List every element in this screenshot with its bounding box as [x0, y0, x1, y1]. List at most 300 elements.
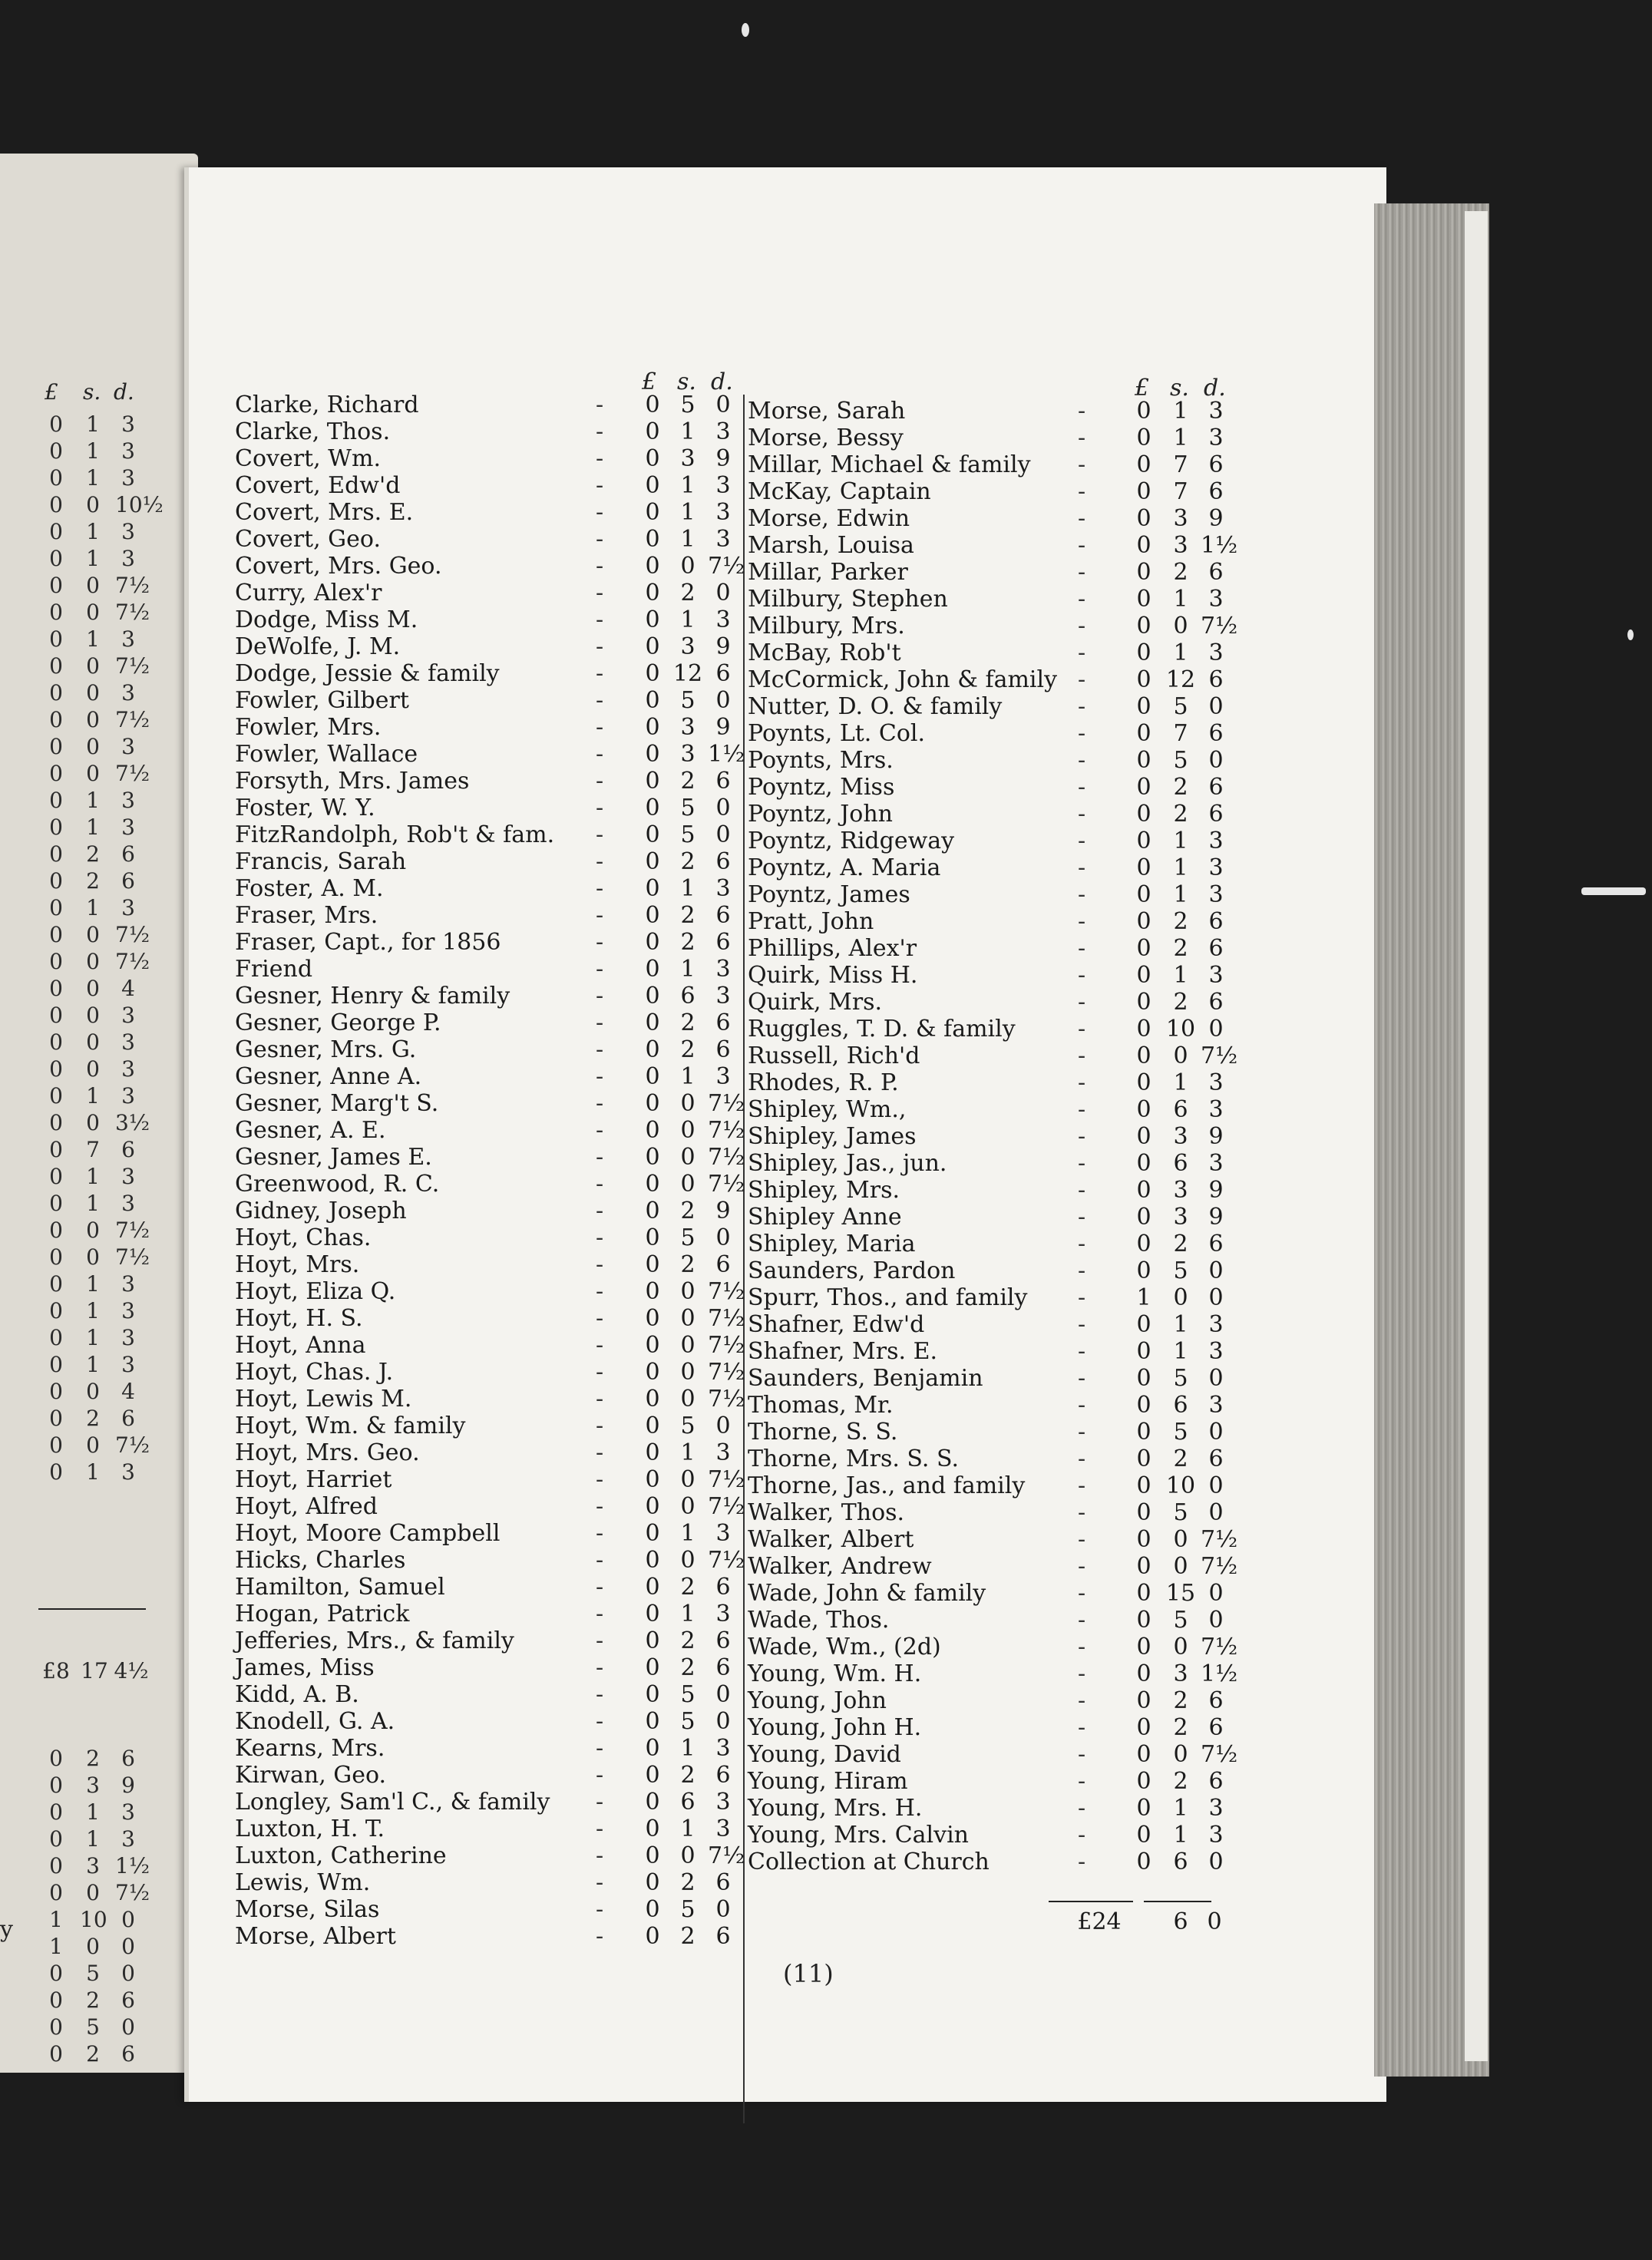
left-amount-cell: 3 — [121, 1352, 135, 1377]
pound-amount: 0 — [645, 1063, 660, 1090]
shilling-amount: 2 — [1173, 1714, 1188, 1741]
pence-amount: 0 — [715, 1708, 731, 1735]
left-amount-cell: 0 — [49, 1880, 63, 1905]
pound-amount: 0 — [645, 1305, 660, 1332]
left-amount-cell: 0 — [49, 438, 63, 464]
pound-amount: 0 — [1136, 935, 1151, 962]
left-amount-cell: 1 — [86, 1298, 100, 1323]
subscriber-name: Rhodes, R. P. — [748, 1069, 899, 1096]
table-row — [748, 1419, 1239, 1446]
pound-amount: 0 — [1136, 693, 1151, 720]
table-row — [748, 1123, 1239, 1150]
left-amount-cell: 0 — [86, 1934, 100, 1959]
leader-dots: - — [1078, 1311, 1086, 1338]
subscriber-name: Clarke, Thos. — [235, 418, 391, 445]
table-row — [235, 848, 746, 875]
leader-dots: - — [596, 1171, 604, 1198]
left-amount-cell: 1 — [86, 465, 100, 491]
pence-amount: 6 — [715, 1654, 731, 1681]
shilling-amount: 0 — [1173, 613, 1188, 639]
pence-amount: 3 — [1208, 1311, 1224, 1338]
table-row — [748, 720, 1239, 747]
subscriber-name: Hoyt, Harriet — [235, 1466, 392, 1493]
left-amount-cell: 3 — [86, 1853, 100, 1878]
pound-amount: 0 — [645, 1735, 660, 1762]
pence-amount: 1½ — [1201, 532, 1238, 559]
subscriber-name: Poyntz, A. Maria — [748, 854, 941, 881]
left-amount-cell: 0 — [86, 1244, 100, 1270]
left-amount-cell: 7½ — [115, 1880, 150, 1905]
subscriber-name: Covert, Mrs. E. — [235, 499, 414, 526]
left-amount-cell: 6 — [121, 868, 135, 894]
subscriber-name: Shipley, James — [748, 1123, 917, 1150]
leader-dots: - — [1078, 1553, 1086, 1580]
left-amount-cell: 0 — [86, 949, 100, 974]
pence-amount: 6 — [715, 848, 731, 875]
subscriber-name: Gesner, Marg't S. — [235, 1090, 439, 1117]
subscriber-name: Young, David — [748, 1741, 901, 1768]
pence-amount: 3 — [715, 1063, 731, 1090]
leader-dots: - — [596, 1816, 604, 1842]
subscriber-name: Covert, Mrs. Geo. — [235, 553, 442, 580]
table-row — [235, 526, 746, 553]
shilling-amount: 0 — [1173, 1634, 1188, 1660]
pound-amount: 0 — [645, 1466, 660, 1493]
pence-amount: 9 — [1208, 1177, 1224, 1204]
left-amount-cell: 2 — [86, 1987, 100, 2013]
pence-amount: 0 — [715, 1224, 731, 1251]
shilling-amount: 2 — [680, 580, 695, 606]
pence-amount: 7½ — [1201, 613, 1238, 639]
table-row — [235, 902, 746, 929]
leader-dots: - — [1078, 693, 1086, 720]
leader-dots: - — [596, 741, 604, 768]
leader-dots: - — [596, 768, 604, 795]
left-amount-cell: 4 — [121, 976, 135, 1001]
pound-amount: 0 — [645, 1762, 660, 1789]
pence-amount: 0 — [715, 580, 731, 606]
ledger-table — [189, 167, 1386, 2102]
table-row — [235, 1816, 746, 1842]
left-amount-cell: 1 — [86, 1325, 100, 1350]
left-amount-cell: 7½ — [115, 600, 150, 625]
subscriber-name: Walker, Albert — [748, 1526, 914, 1553]
pence-amount: 0 — [1208, 1849, 1224, 1875]
left-amount-cell: 0 — [121, 1934, 135, 1959]
left-amount-cell: 3 — [86, 1773, 100, 1798]
leader-dots: - — [596, 1601, 604, 1627]
pound-amount: 0 — [1136, 962, 1151, 989]
shilling-amount: 1 — [1173, 1795, 1188, 1822]
table-row — [748, 532, 1239, 559]
subscriber-name: Longley, Sam'l C., & family — [235, 1789, 550, 1816]
pound-amount: 0 — [1136, 1472, 1151, 1499]
pound-amount: 0 — [1136, 1499, 1151, 1526]
leader-dots: - — [596, 1386, 604, 1412]
subscriber-name: Luxton, Catherine — [235, 1842, 447, 1869]
leader-dots: - — [1078, 989, 1086, 1016]
leader-dots: - — [1078, 747, 1086, 774]
left-amount-cell: 1 — [86, 626, 100, 652]
subscriber-name: Saunders, Benjamin — [748, 1365, 983, 1392]
col2-header-shilling: s. — [1170, 375, 1189, 401]
shilling-amount: 1 — [680, 956, 695, 983]
shilling-amount: 3 — [680, 633, 695, 660]
left-amount-cell: 3 — [121, 1271, 135, 1297]
left-amount-cell: 3 — [121, 411, 135, 437]
col1-header-shilling: s. — [677, 368, 696, 395]
shilling-amount: 5 — [680, 1224, 695, 1251]
left-amount-cell: 3 — [121, 1083, 135, 1109]
left-amount-cell: 0 — [49, 1773, 63, 1798]
leader-dots: - — [596, 1251, 604, 1278]
pence-amount: 3 — [715, 983, 731, 1009]
pound-amount: 0 — [1136, 1392, 1151, 1419]
pence-amount: 6 — [1208, 774, 1224, 801]
pound-amount: 0 — [645, 392, 660, 418]
table-row — [748, 1634, 1239, 1660]
subscriber-name: Hicks, Charles — [235, 1547, 406, 1574]
subscriber-name: Milbury, Stephen — [748, 586, 948, 613]
pence-amount: 6 — [1208, 908, 1224, 935]
subscriber-name: Young, Wm. H. — [748, 1660, 922, 1687]
subscriber-name: Clarke, Richard — [235, 392, 419, 418]
pound-amount: 0 — [645, 1547, 660, 1574]
pence-amount: 3 — [715, 499, 731, 526]
pence-amount: 3 — [715, 1601, 731, 1627]
table-row — [748, 666, 1239, 693]
subscriber-name: Kidd, A. B. — [235, 1681, 359, 1708]
leader-dots: - — [1078, 1687, 1086, 1714]
left-amount-cell: 0 — [86, 680, 100, 705]
pence-amount: 7½ — [708, 1386, 745, 1412]
subscriber-name: Covert, Wm. — [235, 445, 382, 472]
pound-amount: 0 — [645, 1386, 660, 1412]
pound-amount: 0 — [645, 606, 660, 633]
table-row — [748, 1069, 1239, 1096]
shilling-amount: 7 — [1173, 720, 1188, 747]
subscriber-name: Thomas, Mr. — [748, 1392, 894, 1419]
leader-dots: - — [1078, 666, 1086, 693]
leader-dots: - — [1078, 1042, 1086, 1069]
pound-amount: 0 — [1136, 425, 1151, 451]
subscriber-name: Friend — [235, 956, 313, 983]
subscriber-name: Pratt, John — [748, 908, 874, 935]
table-row — [235, 1117, 746, 1144]
pound-amount: 0 — [645, 795, 660, 821]
table-row — [748, 1231, 1239, 1257]
pence-amount: 0 — [1208, 1016, 1224, 1042]
left-amount-cell: 7½ — [115, 707, 150, 732]
pound-amount: 0 — [1136, 1419, 1151, 1446]
col1-header-pound: £ — [642, 368, 657, 395]
subscriber-name: Gesner, George P. — [235, 1009, 441, 1036]
subscriber-name: McCormick, John & family — [748, 666, 1058, 693]
leader-dots: - — [596, 633, 604, 660]
leader-dots: - — [596, 1305, 604, 1332]
pence-amount: 3 — [715, 1439, 731, 1466]
leader-dots: - — [596, 1009, 604, 1036]
table-row — [748, 1580, 1239, 1607]
subscriber-name: Hoyt, H. S. — [235, 1305, 363, 1332]
subscriber-name: Fraser, Mrs. — [235, 902, 378, 929]
pound-amount: 0 — [645, 714, 660, 741]
shilling-amount: 6 — [1173, 1096, 1188, 1123]
leader-dots: - — [596, 875, 604, 902]
left-amount-cell: 10½ — [115, 492, 164, 517]
leader-dots: - — [1078, 774, 1086, 801]
left-amount-cell: 0 — [49, 653, 63, 679]
leader-dots: - — [1078, 1257, 1086, 1284]
pence-amount: 6 — [1208, 801, 1224, 828]
pence-amount: 6 — [715, 929, 731, 956]
pence-amount: 3 — [1208, 1096, 1224, 1123]
subscriber-name: Curry, Alex'r — [235, 580, 382, 606]
shilling-amount: 6 — [680, 1789, 695, 1816]
shilling-amount: 1 — [1173, 1069, 1188, 1096]
subscriber-name: McBay, Rob't — [748, 639, 901, 666]
leader-dots: - — [1078, 1365, 1086, 1392]
left-amount-cell: 0 — [49, 1110, 63, 1135]
pence-amount: 6 — [1208, 989, 1224, 1016]
pound-amount: 0 — [645, 660, 660, 687]
subscriber-name: Fowler, Gilbert — [235, 687, 409, 714]
pound-amount: 0 — [645, 1789, 660, 1816]
subscriber-name: Millar, Michael & family — [748, 451, 1031, 478]
leader-dots: - — [1078, 1096, 1086, 1123]
subscriber-name: Young, Mrs. H. — [748, 1795, 923, 1822]
table-row — [748, 1365, 1239, 1392]
table-row — [748, 962, 1239, 989]
pence-amount: 7½ — [708, 1547, 745, 1574]
pound-amount: 0 — [1136, 828, 1151, 854]
table-row — [235, 1144, 746, 1171]
left-amount-cell: 0 — [49, 1137, 63, 1162]
leader-dots: - — [1078, 1338, 1086, 1365]
pound-amount: 0 — [1136, 1849, 1151, 1875]
table-row — [748, 1446, 1239, 1472]
shilling-amount: 0 — [1173, 1741, 1188, 1768]
left-amount-cell: 2 — [86, 1406, 100, 1431]
pence-amount: 0 — [1208, 1499, 1224, 1526]
pence-amount: 3 — [715, 606, 731, 633]
left-total-cell: £8 — [42, 1658, 70, 1683]
left-amount-cell: 0 — [86, 976, 100, 1001]
pence-amount: 3 — [1208, 962, 1224, 989]
leader-dots: - — [1078, 1795, 1086, 1822]
shilling-amount: 1 — [680, 1816, 695, 1842]
left-amount-cell: 0 — [121, 1961, 135, 1986]
pound-amount: 0 — [645, 526, 660, 553]
pence-amount: 3 — [1208, 1392, 1224, 1419]
shilling-amount: 1 — [1173, 586, 1188, 613]
table-row — [748, 1714, 1239, 1741]
left-amount-cell: 3 — [121, 814, 135, 840]
leader-dots: - — [596, 1789, 604, 1816]
table-row — [235, 1171, 746, 1198]
subscriber-name: Shipley, Jas., jun. — [748, 1150, 947, 1177]
pound-amount: 0 — [645, 1412, 660, 1439]
subscriber-name: Poyntz, Ridgeway — [748, 828, 955, 854]
pound-amount: 0 — [1136, 854, 1151, 881]
shilling-amount: 1 — [1173, 1311, 1188, 1338]
shilling-amount: 1 — [1173, 828, 1188, 854]
shilling-amount: 3 — [1173, 532, 1188, 559]
leader-dots: - — [596, 1224, 604, 1251]
subscriber-name: Young, Mrs. Calvin — [748, 1822, 970, 1849]
left-amount-cell: 1 — [86, 1164, 100, 1189]
total-shilling: 6 — [1173, 1908, 1188, 1935]
pound-amount: 0 — [645, 1816, 660, 1842]
leader-dots: - — [1078, 935, 1086, 962]
leader-dots: - — [596, 499, 604, 526]
film-speck — [1627, 629, 1634, 640]
left-amount-cell: 1 — [49, 1934, 63, 1959]
pence-amount: 3 — [1208, 1150, 1224, 1177]
subscriber-name: Jefferies, Mrs., & family — [235, 1627, 514, 1654]
shilling-amount: 1 — [680, 526, 695, 553]
table-row — [235, 1009, 746, 1036]
pence-amount: 0 — [715, 795, 731, 821]
pound-amount: 0 — [1136, 1768, 1151, 1795]
subscriber-name: Francis, Sarah — [235, 848, 407, 875]
subscriber-name: Poynts, Lt. Col. — [748, 720, 926, 747]
subscriber-name: Marsh, Louisa — [748, 532, 914, 559]
leader-dots: - — [596, 1332, 604, 1359]
left-amount-cell: 0 — [49, 1164, 63, 1189]
pound-amount: 1 — [1136, 1284, 1151, 1311]
table-row — [235, 821, 746, 848]
left-amount-cell: 7½ — [115, 761, 150, 786]
left-amount-cell: 0 — [49, 1191, 63, 1216]
left-amount-cell: 3 — [121, 1029, 135, 1055]
shilling-amount: 0 — [680, 1359, 695, 1386]
subscriber-name: Phillips, Alex'r — [748, 935, 917, 962]
subscriber-name: Hoyt, Lewis M. — [235, 1386, 412, 1412]
pence-amount: 0 — [1208, 1419, 1224, 1446]
left-amount-cell: 0 — [86, 573, 100, 598]
leader-dots: - — [1078, 801, 1086, 828]
shilling-amount: 1 — [1173, 881, 1188, 908]
left-amount-cell: 0 — [49, 1987, 63, 2013]
pound-amount: 0 — [1136, 1231, 1151, 1257]
table-row — [748, 451, 1239, 478]
table-row — [748, 1553, 1239, 1580]
leader-dots: - — [1078, 881, 1086, 908]
pence-amount: 0 — [715, 1681, 731, 1708]
shilling-amount: 5 — [680, 1681, 695, 1708]
pound-amount: 0 — [645, 472, 660, 499]
pence-amount: 0 — [715, 1412, 731, 1439]
table-row — [235, 472, 746, 499]
leader-dots: - — [596, 1762, 604, 1789]
pound-amount: 0 — [645, 580, 660, 606]
pence-amount: 6 — [1208, 1687, 1224, 1714]
shilling-amount: 1 — [680, 606, 695, 633]
subscriber-name: McKay, Captain — [748, 478, 931, 505]
subscriber-name: Fraser, Capt., for 1856 — [235, 929, 501, 956]
leader-dots: - — [1078, 1580, 1086, 1607]
table-row — [235, 633, 746, 660]
pence-amount: 6 — [715, 1923, 731, 1950]
shilling-amount: 2 — [680, 1762, 695, 1789]
shilling-amount: 2 — [1173, 559, 1188, 586]
shilling-amount: 2 — [1173, 1687, 1188, 1714]
left-amount-cell: 6 — [121, 1406, 135, 1431]
left-amount-cell: 0 — [49, 922, 63, 947]
pence-amount: 6 — [715, 1009, 731, 1036]
pound-amount: 0 — [645, 1171, 660, 1198]
table-row — [235, 1869, 746, 1896]
left-amount-cell: 0 — [86, 1432, 100, 1458]
pound-amount: 0 — [1136, 639, 1151, 666]
left-amount-cell: 3 — [121, 1826, 135, 1852]
left-amount-cell: 0 — [121, 2014, 135, 2040]
shilling-amount: 0 — [680, 1466, 695, 1493]
pence-amount: 1½ — [708, 741, 745, 768]
pound-amount: 0 — [645, 1278, 660, 1305]
table-row — [748, 935, 1239, 962]
table-row — [748, 586, 1239, 613]
pence-amount: 3 — [1208, 398, 1224, 425]
leader-dots: - — [1078, 398, 1086, 425]
pound-amount: 0 — [645, 1708, 660, 1735]
leader-dots: - — [596, 687, 604, 714]
table-row — [235, 1627, 746, 1654]
leader-dots: - — [1078, 586, 1086, 613]
left-amount-cell: 3 — [121, 1191, 135, 1216]
subscriber-name: Shafner, Edw'd — [748, 1311, 925, 1338]
subscriber-name: Hoyt, Chas. J. — [235, 1359, 394, 1386]
leader-dots: - — [1078, 1660, 1086, 1687]
shilling-amount: 2 — [680, 1009, 695, 1036]
left-amount-cell: 3 — [121, 1459, 135, 1485]
pence-amount: 7½ — [708, 1278, 745, 1305]
pence-amount: 7½ — [708, 1171, 745, 1198]
left-amount-cell: 3 — [121, 895, 135, 920]
leader-dots: - — [1078, 1204, 1086, 1231]
table-row — [235, 418, 746, 445]
left-amount-cell: 3 — [121, 626, 135, 652]
shilling-amount: 1 — [680, 875, 695, 902]
subscriber-name: Ruggles, T. D. & family — [748, 1016, 1016, 1042]
shilling-amount: 5 — [1173, 1365, 1188, 1392]
pence-amount: 6 — [715, 1762, 731, 1789]
shilling-amount: 7 — [1173, 451, 1188, 478]
pound-amount: 0 — [645, 1601, 660, 1627]
shilling-amount: 2 — [680, 1198, 695, 1224]
left-amount-cell: 0 — [121, 1907, 135, 1932]
leader-dots: - — [1078, 1849, 1086, 1875]
left-header-pound: £ — [45, 379, 58, 405]
left-amount-cell: 0 — [49, 626, 63, 652]
left-amount-cell: 5 — [86, 2014, 100, 2040]
leader-dots: - — [596, 848, 604, 875]
table-row — [235, 714, 746, 741]
left-total-cell: 4½ — [114, 1658, 149, 1683]
subscriber-name: Shipley, Maria — [748, 1231, 916, 1257]
subscriber-name: Hoyt, Anna — [235, 1332, 366, 1359]
subscriber-name: Wade, Thos. — [748, 1607, 890, 1634]
table-row — [748, 1204, 1239, 1231]
pound-amount: 0 — [645, 741, 660, 768]
leader-dots: - — [596, 1896, 604, 1923]
left-amount-cell: 0 — [49, 1853, 63, 1878]
pound-amount: 0 — [645, 418, 660, 445]
leader-dots: - — [596, 1036, 604, 1063]
left-amount-cell: 0 — [49, 1379, 63, 1404]
table-row — [748, 505, 1239, 532]
